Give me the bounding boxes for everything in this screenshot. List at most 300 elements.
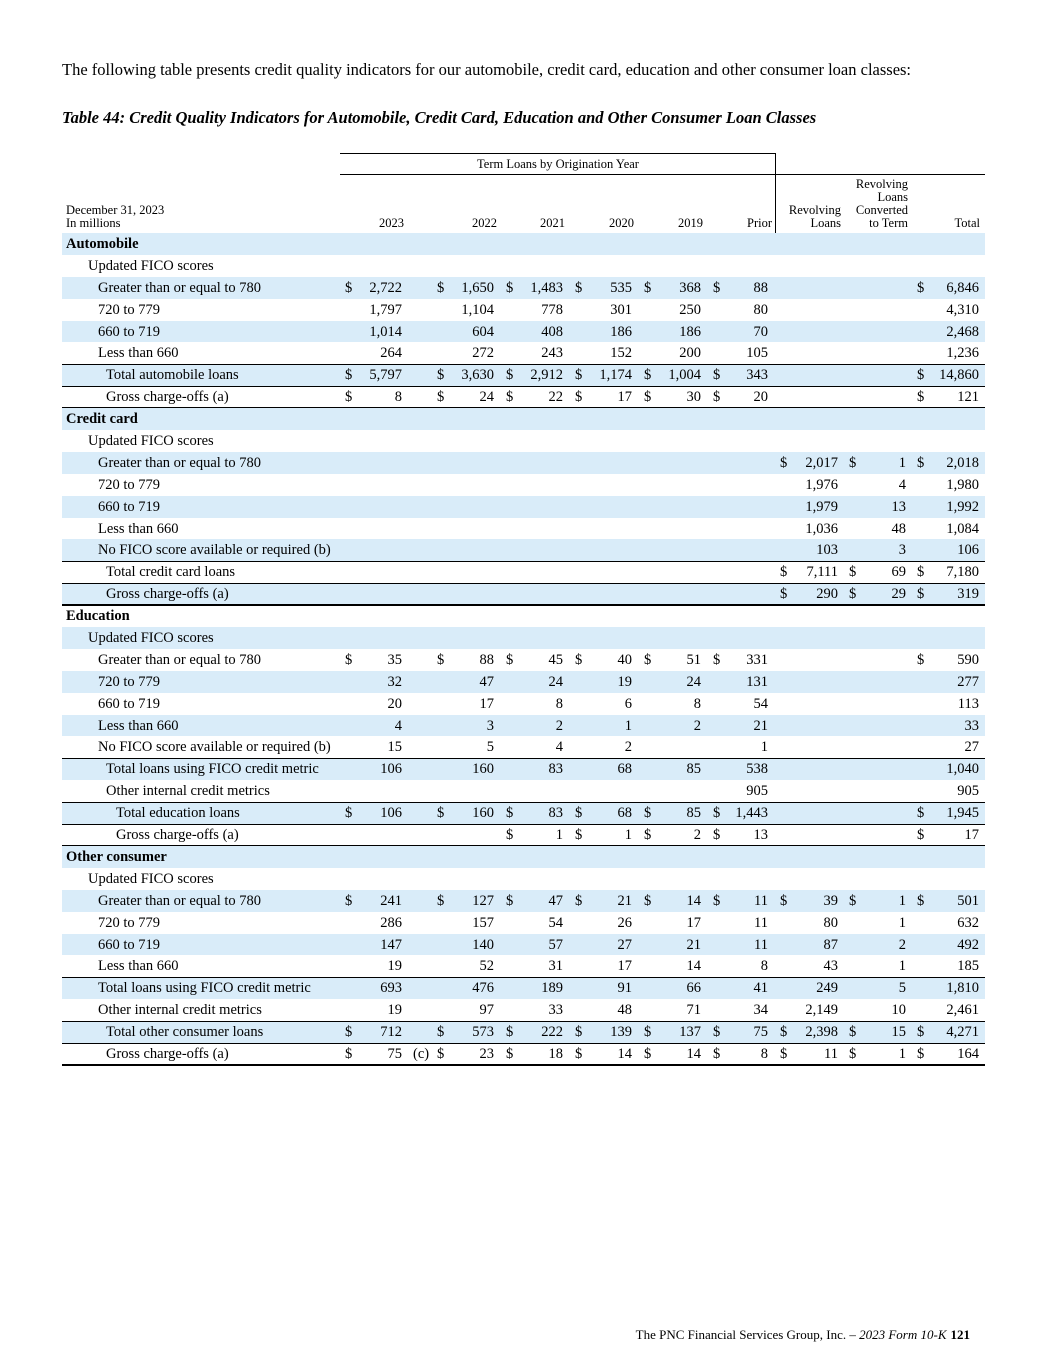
- table-cell: 3,630: [461, 367, 494, 384]
- dollar-sign: $: [575, 805, 583, 822]
- table-cell: 573: [472, 1024, 494, 1041]
- table-cell: 2: [693, 827, 701, 844]
- table-cell: 11: [754, 936, 768, 953]
- table-cell: 80: [753, 301, 768, 318]
- dollar-sign: $: [437, 805, 445, 822]
- table-cell: 1,174: [599, 367, 632, 384]
- table-row: [62, 321, 985, 343]
- table-cell: 2,912: [530, 367, 563, 384]
- table-cell: 290: [816, 586, 838, 603]
- table-cell: 2,398: [805, 1024, 838, 1041]
- table-title: Table 44: Credit Quality Indicators for Automobile, Credit Card, Education and Other Consumer Loan Classes: [62, 108, 817, 127]
- table-cell: 17: [479, 695, 494, 712]
- table-cell: 1: [898, 1045, 906, 1062]
- table-cell: 32: [387, 673, 402, 690]
- table-cell: 1,084: [946, 520, 979, 537]
- row-label: Total education loans: [116, 805, 240, 822]
- dollar-sign: $: [713, 892, 721, 909]
- dollar-sign: $: [849, 892, 857, 909]
- dollar-sign: $: [437, 367, 445, 384]
- converted-header-line3: Converted: [855, 203, 908, 217]
- dollar-sign: $: [575, 279, 583, 296]
- table-row: [62, 474, 985, 496]
- dollar-sign: $: [713, 651, 721, 668]
- dollar-sign: $: [644, 367, 652, 384]
- table-cell: 778: [541, 301, 563, 318]
- table-cell: 75: [753, 1024, 768, 1041]
- table-cell: 20: [753, 389, 768, 406]
- table-cell: 632: [957, 914, 979, 931]
- table-cell: 24: [548, 673, 563, 690]
- table-row: [62, 671, 985, 693]
- table-cell: 1,992: [946, 498, 979, 515]
- table-cell: 250: [679, 301, 701, 318]
- table-cell: 249: [816, 980, 838, 997]
- table-cell: 51: [686, 651, 701, 668]
- table-cell: 30: [686, 389, 701, 406]
- table-cell: 1,443: [735, 805, 768, 822]
- row-label: Less than 660: [98, 717, 179, 734]
- table-cell: 26: [617, 914, 632, 931]
- dollar-sign: $: [713, 1045, 721, 1062]
- total-header: Total: [954, 216, 980, 230]
- table-row: [62, 1021, 985, 1043]
- section-heading: Automobile: [66, 236, 139, 252]
- table-cell: 17: [686, 914, 701, 931]
- table-cell: 91: [617, 980, 632, 997]
- footer-company: The PNC Financial Services Group, Inc. –: [635, 1327, 856, 1342]
- table-cell: 1,945: [946, 805, 979, 822]
- table-cell: 10: [891, 1002, 906, 1019]
- table-cell: 87: [823, 936, 838, 953]
- table-cell: 1,979: [805, 498, 838, 515]
- table-row: [62, 452, 985, 474]
- table-row: [62, 408, 985, 430]
- dollar-sign: $: [917, 1024, 925, 1041]
- dollar-sign: $: [917, 454, 925, 471]
- row-label: 660 to 719: [98, 498, 161, 515]
- row-label: Gross charge-offs (a): [116, 827, 239, 844]
- table-cell: 17: [617, 958, 632, 975]
- row-label: Other internal credit metrics: [98, 1002, 262, 1019]
- credit-quality-table: [62, 233, 985, 1065]
- table-cell: 331: [746, 651, 768, 668]
- table-cell: 47: [548, 892, 563, 909]
- table-cell: 185: [957, 958, 979, 975]
- table-cell: 368: [679, 279, 701, 296]
- table-cell: 4,310: [946, 301, 979, 318]
- row-label: No FICO score available or required (b): [98, 739, 331, 756]
- table-cell: 40: [617, 651, 632, 668]
- table-row: [62, 912, 985, 934]
- page-number: 121: [950, 1327, 970, 1342]
- dollar-sign: $: [849, 1045, 857, 1062]
- dollar-sign: $: [437, 279, 445, 296]
- section-heading: Other consumer: [66, 848, 167, 865]
- dollar-sign: $: [917, 389, 925, 406]
- table-cell: 1,014: [369, 323, 402, 340]
- converted-header-line1: Revolving: [855, 177, 908, 191]
- dollar-sign: $: [917, 651, 925, 668]
- table-cell: 1,236: [946, 345, 979, 362]
- dollar-sign: $: [713, 827, 721, 844]
- table-cell: 160: [472, 805, 494, 822]
- table-cell: 1: [555, 827, 563, 844]
- table-cell: 164: [957, 1045, 979, 1062]
- footnote-marker: (c): [413, 1045, 430, 1062]
- table-cell: 83: [548, 805, 563, 822]
- table-cell: 24: [479, 389, 494, 406]
- dollar-sign: $: [849, 454, 857, 471]
- row-label: 720 to 779: [98, 914, 161, 931]
- table-cell: 47: [479, 673, 494, 690]
- table-row: [62, 977, 985, 999]
- converted-header-line4: to Term: [869, 216, 908, 230]
- table-cell: 319: [957, 586, 979, 603]
- table-cell: 1,036: [805, 520, 838, 537]
- table-cell: 27: [617, 936, 632, 953]
- dollar-sign: $: [713, 389, 721, 406]
- table-cell: 1,104: [461, 301, 494, 318]
- table-cell: 70: [753, 323, 768, 340]
- dollar-sign: $: [644, 1024, 652, 1041]
- table-cell: 7,180: [946, 564, 979, 581]
- dollar-sign: $: [780, 454, 788, 471]
- dollar-sign: $: [917, 1045, 925, 1062]
- table-cell: 8: [760, 958, 768, 975]
- table-cell: 186: [610, 323, 632, 340]
- table-cell: 127: [472, 892, 494, 909]
- table-cell: 152: [610, 345, 632, 362]
- table-cell: 33: [964, 717, 979, 734]
- page-footer: [500, 1327, 970, 1343]
- dollar-sign: $: [780, 892, 788, 909]
- table-row: [62, 605, 985, 627]
- table-cell: 103: [816, 542, 838, 559]
- dollar-sign: $: [917, 892, 925, 909]
- table-row: [62, 583, 985, 605]
- table-cell: 27: [964, 739, 979, 756]
- table-cell: 88: [479, 651, 494, 668]
- table-cell: 31: [548, 958, 563, 975]
- table-row: [62, 1043, 985, 1065]
- table-row: [62, 955, 985, 977]
- table-cell: 106: [380, 805, 402, 822]
- row-label: 660 to 719: [98, 936, 161, 953]
- row-label: Total loans using FICO credit metric: [98, 980, 311, 997]
- table-row: [62, 539, 985, 561]
- table-cell: 5,797: [369, 367, 402, 384]
- row-label: Greater than or equal to 780: [98, 279, 262, 296]
- table-cell: 66: [686, 980, 701, 997]
- table-cell: 85: [686, 805, 701, 822]
- table-cell: 23: [479, 1045, 494, 1062]
- row-label: Other internal credit metrics: [106, 783, 270, 800]
- table-cell: 2,722: [369, 279, 402, 296]
- dollar-sign: $: [345, 1045, 353, 1062]
- table-cell: 97: [479, 1002, 494, 1019]
- dollar-sign: $: [644, 1045, 652, 1062]
- table-cell: 83: [548, 761, 563, 778]
- table-cell: 43: [823, 958, 838, 975]
- dollar-sign: $: [644, 279, 652, 296]
- table-row: [62, 802, 985, 824]
- table-row: [62, 496, 985, 518]
- dollar-sign: $: [713, 805, 721, 822]
- table-cell: 33: [548, 1002, 563, 1019]
- table-cell: 106: [380, 761, 402, 778]
- dollar-sign: $: [644, 651, 652, 668]
- table-cell: 34: [753, 1002, 768, 1019]
- dollar-sign: $: [345, 367, 353, 384]
- row-label: Updated FICO scores: [88, 630, 214, 647]
- table-cell: 1,976: [805, 476, 838, 493]
- table-row: [62, 999, 985, 1021]
- section-heading: Credit card: [66, 411, 138, 428]
- section-heading: Education: [66, 608, 130, 625]
- table-cell: 139: [610, 1024, 632, 1041]
- table-cell: 113: [957, 695, 979, 712]
- revolving-loans-header-line1: Revolving: [788, 203, 841, 217]
- table-cell: 45: [548, 651, 563, 668]
- table-cell: 1,650: [461, 279, 494, 296]
- dollar-sign: $: [575, 389, 583, 406]
- dollar-sign: $: [780, 564, 788, 581]
- table-cell: 11: [754, 914, 768, 931]
- table-cell: 2,468: [946, 323, 979, 340]
- year-header-2020: 2020: [609, 216, 634, 230]
- table-cell: 408: [541, 323, 563, 340]
- row-label: Gross charge-offs (a): [106, 586, 229, 603]
- table-cell: 68: [617, 761, 632, 778]
- table-cell: 85: [686, 761, 701, 778]
- table-cell: 15: [387, 739, 402, 756]
- table-row: [62, 736, 985, 758]
- intro-text: The following table presents credit quality indicators for our automobile, credit card, education and other consumer loan classes:: [62, 60, 912, 79]
- row-label: Greater than or equal to 780: [98, 454, 262, 471]
- table-cell: 2,461: [946, 1002, 979, 1019]
- dollar-sign: $: [644, 827, 652, 844]
- table-cell: 905: [957, 783, 979, 800]
- table-cell: 8: [394, 389, 402, 406]
- table-cell: 14: [617, 1045, 632, 1062]
- dollar-sign: $: [506, 1024, 514, 1041]
- table-cell: 604: [472, 323, 494, 340]
- row-label: Total automobile loans: [106, 367, 239, 384]
- revolving-loans-header-line2: Loans: [810, 216, 841, 230]
- revolving-top-rule: [776, 174, 985, 175]
- dollar-sign: $: [780, 1024, 788, 1041]
- year-header-2021: 2021: [540, 216, 565, 230]
- table-cell: 20: [387, 695, 402, 712]
- table-cell: 54: [753, 695, 768, 712]
- table-cell: 286: [380, 914, 402, 931]
- table-cell: 17: [964, 827, 979, 844]
- table-row: [62, 255, 985, 277]
- dollar-sign: $: [644, 892, 652, 909]
- table-row: [62, 715, 985, 737]
- dollar-sign: $: [506, 367, 514, 384]
- row-label: Less than 660: [98, 520, 179, 537]
- table-cell: 14: [686, 892, 701, 909]
- dollar-sign: $: [713, 367, 721, 384]
- row-label: No FICO score available or required (b): [98, 542, 331, 559]
- table-cell: 80: [823, 914, 838, 931]
- table-cell: 3: [486, 717, 494, 734]
- table-cell: 157: [472, 914, 494, 931]
- table-cell: 14: [686, 958, 701, 975]
- dollar-sign: $: [506, 827, 514, 844]
- dollar-sign: $: [575, 1024, 583, 1041]
- table-cell: 476: [472, 980, 494, 997]
- table-cell: 1: [624, 827, 632, 844]
- table-cell: 29: [891, 586, 906, 603]
- table-cell: 52: [479, 958, 494, 975]
- table-cell: 189: [541, 980, 563, 997]
- table-cell: 131: [746, 673, 768, 690]
- table-cell: 1,810: [946, 980, 979, 997]
- table-cell: 3: [898, 542, 906, 559]
- table-cell: 2,149: [805, 1002, 838, 1019]
- table-row: [62, 780, 985, 802]
- dollar-sign: $: [575, 651, 583, 668]
- table-row: [62, 277, 985, 299]
- row-label: Total other consumer loans: [106, 1024, 264, 1041]
- table-cell: 301: [610, 301, 632, 318]
- row-label: Updated FICO scores: [88, 433, 214, 450]
- row-label: Less than 660: [98, 345, 179, 362]
- table-cell: 105: [746, 345, 768, 362]
- table-cell: 48: [891, 520, 906, 537]
- dollar-sign: $: [437, 1045, 445, 1062]
- table-cell: 22: [548, 389, 563, 406]
- year-header-2019: 2019: [678, 216, 703, 230]
- table-cell: 75: [387, 1045, 402, 1062]
- table-cell: 2: [898, 936, 906, 953]
- table-row: [62, 846, 985, 868]
- table-row: [62, 868, 985, 890]
- dollar-sign: $: [506, 389, 514, 406]
- table-cell: 7,111: [806, 564, 838, 581]
- row-label: Total credit card loans: [106, 564, 236, 581]
- table-cell: 243: [541, 345, 563, 362]
- dollar-sign: $: [644, 389, 652, 406]
- table-cell: 140: [472, 936, 494, 953]
- table-row: [62, 649, 985, 671]
- table-cell: 17: [617, 389, 632, 406]
- dollar-sign: $: [917, 564, 925, 581]
- row-label: Gross charge-offs (a): [106, 1045, 229, 1062]
- dollar-sign: $: [780, 586, 788, 603]
- table-cell: 6: [624, 695, 632, 712]
- dollar-sign: $: [917, 805, 925, 822]
- table-row: [62, 693, 985, 715]
- table-cell: 11: [754, 892, 768, 909]
- dollar-sign: $: [849, 1024, 857, 1041]
- term-loans-top-rule: [340, 153, 776, 154]
- units-header: In millions: [66, 216, 121, 230]
- table-cell: 121: [957, 389, 979, 406]
- table-row: [62, 299, 985, 321]
- table-cell: 4: [898, 476, 906, 493]
- table-cell: 2: [693, 717, 701, 734]
- table-cell: 1,797: [369, 301, 402, 318]
- row-label: Updated FICO scores: [88, 870, 214, 887]
- dollar-sign: $: [917, 279, 925, 296]
- table-cell: 54: [548, 914, 563, 931]
- table-cell: 147: [380, 936, 402, 953]
- dollar-sign: $: [917, 367, 925, 384]
- date-header: December 31, 2023: [66, 203, 165, 217]
- table-cell: 5: [898, 980, 906, 997]
- table-cell: 1: [898, 958, 906, 975]
- table-cell: 1,004: [668, 367, 701, 384]
- term-loans-header: Term Loans by Origination Year: [477, 157, 639, 171]
- dollar-sign: $: [506, 279, 514, 296]
- dollar-sign: $: [575, 367, 583, 384]
- dollar-sign: $: [506, 651, 514, 668]
- dollar-sign: $: [917, 586, 925, 603]
- table-cell: 14,860: [939, 367, 979, 384]
- table-cell: 21: [617, 892, 632, 909]
- table-cell: 160: [472, 761, 494, 778]
- table-cell: 264: [380, 345, 402, 362]
- table-cell: 48: [617, 1002, 632, 1019]
- table-cell: 19: [617, 673, 632, 690]
- row-label: Greater than or equal to 780: [98, 892, 262, 909]
- table-cell: 19: [387, 958, 402, 975]
- table-cell: 272: [472, 345, 494, 362]
- table-cell: 13: [753, 827, 768, 844]
- table-cell: 905: [746, 783, 768, 800]
- dollar-sign: $: [644, 805, 652, 822]
- table-row: [62, 561, 985, 583]
- table-cell: 2,018: [946, 454, 979, 471]
- row-label: Greater than or equal to 780: [98, 651, 262, 668]
- table-row: [62, 934, 985, 956]
- table-cell: 39: [823, 892, 838, 909]
- row-label: Updated FICO scores: [88, 257, 214, 274]
- row-label: 720 to 779: [98, 673, 161, 690]
- row-label: 720 to 779: [98, 476, 161, 493]
- dollar-sign: $: [849, 586, 857, 603]
- table-cell: 15: [891, 1024, 906, 1041]
- table-cell: 501: [957, 892, 979, 909]
- table-row: [62, 627, 985, 649]
- row-label: Less than 660: [98, 958, 179, 975]
- table-row: [62, 890, 985, 912]
- dollar-sign: $: [506, 892, 514, 909]
- row-label: 660 to 719: [98, 695, 161, 712]
- table-cell: 241: [380, 892, 402, 909]
- table-cell: 41: [753, 980, 768, 997]
- table-cell: 69: [891, 564, 906, 581]
- dollar-sign: $: [437, 651, 445, 668]
- row-label: Total loans using FICO credit metric: [106, 761, 319, 778]
- footer-form: 2023 Form 10-K: [859, 1327, 947, 1342]
- table-cell: 2,017: [805, 454, 838, 471]
- dollar-sign: $: [849, 564, 857, 581]
- table-cell: 1: [624, 717, 632, 734]
- table-cell: 2: [555, 717, 563, 734]
- table-cell: 19: [387, 1002, 402, 1019]
- table-cell: 18: [548, 1045, 563, 1062]
- dollar-sign: $: [437, 1024, 445, 1041]
- table-cell: 35: [387, 651, 402, 668]
- table-row: [62, 364, 985, 386]
- table-cell: 21: [753, 717, 768, 734]
- dollar-sign: $: [345, 892, 353, 909]
